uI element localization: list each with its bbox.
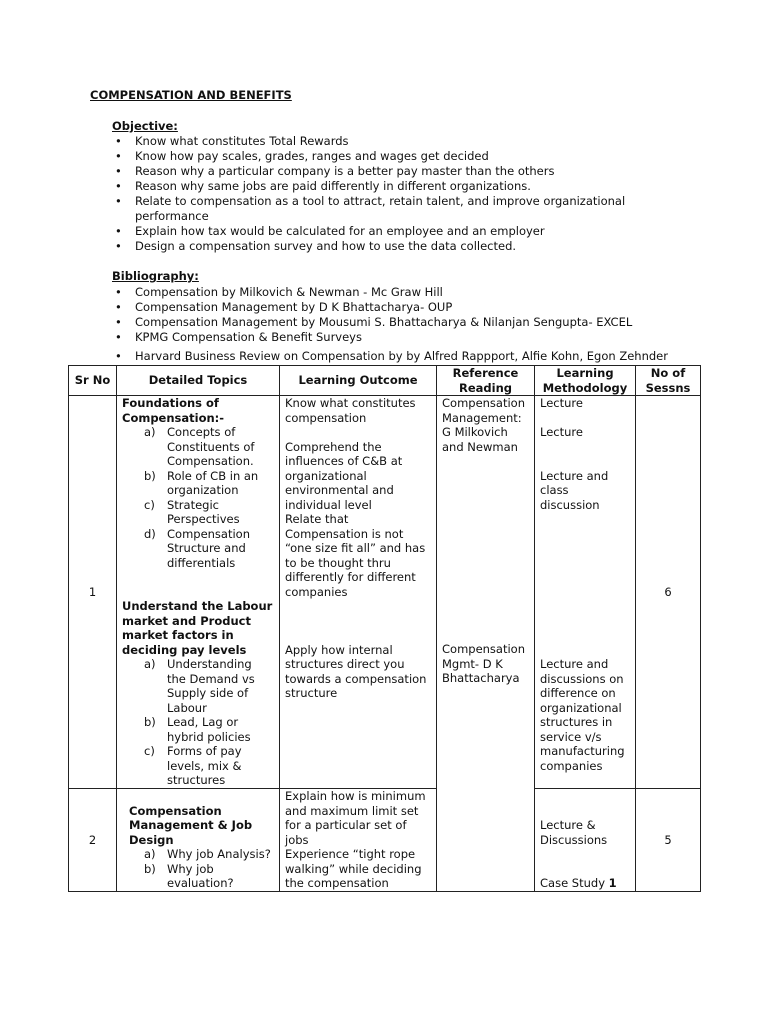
reference-cell xyxy=(437,396,535,892)
topic-subitem: b) Lead, Lag or hybrid policies xyxy=(144,715,251,744)
bibliography-item: • Compensation by Milkovich & Newman - Mc Graw Hill xyxy=(112,285,712,300)
header-detailed-topics: Detailed Topics xyxy=(117,366,280,396)
outcome-text: Experience “tight rope walking” while deciding the compensation xyxy=(285,847,422,890)
table-row xyxy=(69,396,701,789)
topic-sublist xyxy=(122,657,274,788)
topic-subitem: a) Why job Analysis? xyxy=(144,847,271,861)
topic-subitem: a) Concepts of Constituents of Compensation. xyxy=(144,425,255,468)
bibliography-list xyxy=(112,285,712,364)
methodology-text: Lecture and class discussion xyxy=(540,468,609,512)
topic-sublist xyxy=(122,425,274,570)
document-title: COMPENSATION AND BENEFITS xyxy=(90,88,292,102)
topic-subitem: c) Forms of pay levels, mix & structures xyxy=(144,744,242,787)
header-no-of-sessions: No of Sessns xyxy=(636,366,701,396)
topics-cell xyxy=(117,789,280,892)
topic-subitem: c) Strategic Perspectives xyxy=(144,497,240,526)
methodology-text: Lecture xyxy=(540,396,583,410)
objective-item: • Reason why a particular company is a better pay master than the others xyxy=(112,164,652,179)
objective-heading: Objective: xyxy=(112,119,178,133)
schedule-table xyxy=(68,365,701,892)
outcome-cell xyxy=(280,789,437,892)
objective-item: • Know how pay scales, grades, ranges and wages get decided xyxy=(112,149,652,164)
reference-text: Compensation Mgmt- D K Bhattacharya xyxy=(442,642,525,685)
bibliography-item: • Compensation Management by D K Bhattacharya- OUP xyxy=(112,300,712,315)
objective-item: • Relate to compensation as a tool to attract, retain talent, and improve organizational performance xyxy=(112,194,630,224)
topic-subitem: a) Understanding the Demand vs Supply side of Labour xyxy=(144,657,255,715)
topic-title: Compensation Management & Job Design xyxy=(129,803,253,847)
topic-title: Foundations of Compensation:- xyxy=(122,396,225,425)
outcome-text: Apply how internal structures direct you towards a compensation structure xyxy=(285,642,427,700)
sr-no-cell: 2 xyxy=(69,789,117,892)
outcome-cell xyxy=(280,396,437,789)
topic-sublist xyxy=(122,847,274,891)
sessions-cell: 6 xyxy=(636,396,701,789)
bibliography-item: • Harvard Business Review on Compensation by by Alfred Rappport, Alfie Kohn, Egon Zehnder xyxy=(112,349,712,364)
objective-list xyxy=(112,134,652,254)
methodology-text: Case Study 1 xyxy=(540,876,617,890)
topic-title: Understand the Labour market and Product market factors in deciding pay levels xyxy=(122,599,273,657)
header-learning-methodology: Learning Methodology xyxy=(535,366,636,396)
objective-item: • Reason why same jobs are paid differently in different organizations. xyxy=(112,179,652,194)
sr-no-cell: 1 xyxy=(69,396,117,789)
objective-item: • Design a compensation survey and how to use the data collected. xyxy=(112,239,652,254)
header-reference-reading: Reference Reading xyxy=(437,366,535,396)
table-header-row xyxy=(69,366,701,396)
outcome-text: Know what constitutes compensation xyxy=(285,396,416,425)
objective-item: • Explain how tax would be calculated for an employee and an employer xyxy=(112,224,652,239)
methodology-text: Lecture xyxy=(540,425,583,439)
methodology-text: Lecture & Discussions xyxy=(540,818,608,847)
methodology-cell xyxy=(535,396,636,789)
topics-cell xyxy=(117,396,280,789)
methodology-text: Lecture and discussions on difference on organizational structures in service v/s manufacturing companies xyxy=(540,657,625,773)
topic-subitem: d) Compensation Structure and differentials xyxy=(144,526,250,570)
bibliography-heading: Bibliography: xyxy=(112,269,199,283)
methodology-cell xyxy=(535,789,636,892)
table-row xyxy=(69,789,701,892)
header-sr-no: Sr No xyxy=(69,366,117,396)
outcome-text: Comprehend the influences of C&B at organizational environmental and individual level xyxy=(285,439,403,512)
outcome-text: Explain how is minimum and maximum limit set for a particular set of jobs xyxy=(285,789,426,847)
bibliography-item: • KPMG Compensation & Benefit Surveys xyxy=(112,330,712,345)
topic-subitem: b) Why job evaluation? xyxy=(144,861,234,890)
outcome-text: Relate that Compensation is not “one size fit all” and has to be thought thru differently for different companies xyxy=(285,512,426,599)
sessions-cell: 5 xyxy=(636,789,701,892)
topic-subitem: b) Role of CB in an organization xyxy=(144,468,259,497)
objective-item: • Know what constitutes Total Rewards xyxy=(112,134,652,149)
reference-text: Compensation Management: G Milkovich and Newman xyxy=(442,396,525,454)
header-learning-outcome: Learning Outcome xyxy=(280,366,437,396)
bibliography-item: • Compensation Management by Mousumi S. Bhattacharya & Nilanjan Sengupta- EXCEL xyxy=(112,315,712,330)
